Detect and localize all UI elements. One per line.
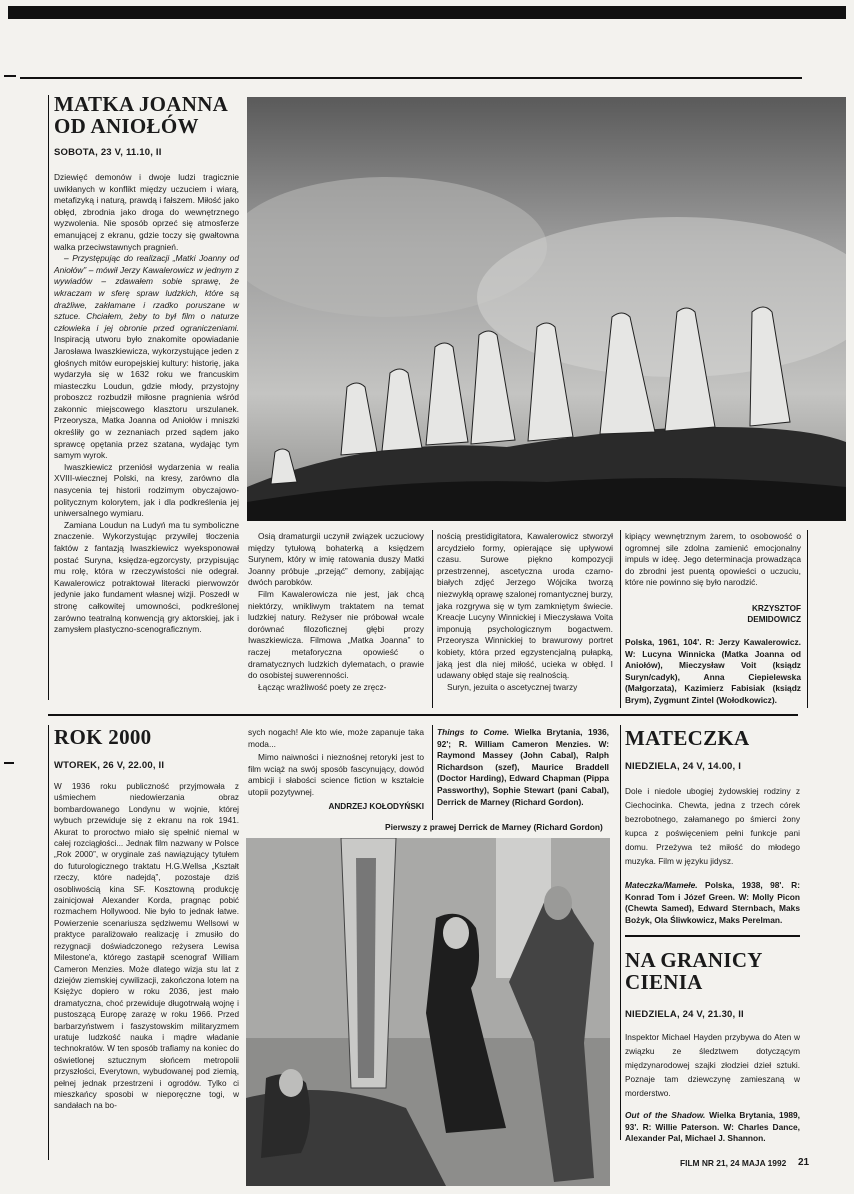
rok-title: ROK 2000 <box>54 725 152 749</box>
article-na-granicy-cienia <box>625 949 800 1145</box>
article-rok-2000 <box>54 726 239 1112</box>
column-rule-4 <box>807 530 808 708</box>
matka-body-col4: kipiący wewnętrznym żarem, to osobowość o ogromnej sile zdolna zamienić emocjonalny impuls w ideę. Jego determinacja prowadząca do zbrodni jest puentą opowieści o uczuciu, które nie powinno się było narodzić. KRZYSZTOF DEMIDOWICZ Polska, 1961, 104'. R: Jerzy Kawalerowicz. W: Lucyna Winnicka (Matka Joanna od Aniołów), Mieczysław Voit (ksiądz Suryn/cadyk), Anna Ciepielewska (Małgorzata), Kazimierz Fabisiak (ksiądz Brym), Zygmunt Zintel (Wołodkowicz). <box>625 531 801 705</box>
rok-body-col2: sych nogach! Ale kto wie, może zapanuje taka moda... Mimo naiwności i nieznośnej retoryki jest to film wciąż na swój sposób fascynujący, dowód ambicji i słabości science fiction w kształcie utopii pozytywnej. ANDRZEJ KOŁODYŃSKI <box>248 727 424 811</box>
rok-date: WTOREK, 26 V, 22.00, II <box>54 760 165 771</box>
rok-photo-caption: Pierwszy z prawej Derrick de Marney (Richard Gordon) <box>385 822 603 832</box>
mateczka-credits: Mateczka/Mamełe. Polska, 1938, 98'. R: Konrad Tom i Józef Green. W: Molly Picon (Chewta Samed), Edward Sternbach, Maks Bożyk, Ola Śliwkowicz, Maks Perelman. <box>625 880 800 925</box>
matka-body-col1: Dziewięć demonów i dwoje ludzi tragicznie uwikłanych w konflikt między uczuciem i wiarą, metafizyką i naturą, prawdą i fałszem. Miłość jako obłęd, zbrodnia jako droga do wewnętrznego wyzwolenia. Nie sposób oprzeć się atmosferze emanującej z ekranu, gdzie toczy się gwałtowna walka przeciwstawnych pragnień. – Przystępując do realizacji „Matki Joanny od Aniołów” – mówił Jerzy Kawalerowicz w jednym z wywiadów – zdawałem sobie sprawę, że wkraczam w sferę spraw ludzkich, które są drażliwe, zakłamane i rzadko poruszane w sztuce. Chciałem, żeby to był film o naturze człowieka i jej obronie przed ograniczeniami. Inspiracją utworu było znakomite opowiadanie Jarosława Iwaszkiewicza, wykorzystujące jeden z głośnych mitów europejskiej kultury: historię, jaka wydarzyła się w 1632 roku we francuskim miasteczku Loudun, gdzie młody, przystojny proboszcz rozbudził miłosne pragnienia wśród zakonnic miejscowego klasztoru urszulanek. Przeorysza, Matka Joanna od Aniołów i mniszki określiły go w zeznaniach przed sądem jako sprawcę opętania przez szatana, wydając tym samym wyrok. Iwaszkiewicz przeniósł wydarzenia w realia XVIII-wiecznej Polski, na kresy, zarówno dla nasycenia tej historii rodzimym obyczajowo-politycznym kolorytem, jak i dla podkreślenia jej uniwersalnego wymiaru. Zamiana Loudun na Ludyń ma tu symboliczne znaczenie. Wykorzystując przywilej tłoczenia faktów z fantazją Iwaszkiewicz wyeksponował postać Suryna, księdza-egzorcysty, przypisując mu rolę, która w rzeczywistości nie odegrał. Kawalerowicz potraktował literacki pierwowzór jedynie jako fundament własnej wizji. Poszedł w stronę całkowitej umowności, podkreślonej zarówno teatralną konwencją gry aktorskiej, jak i zamysłem plastyczno-scenograficznym. <box>54 172 239 635</box>
matka-date: SOBOTA, 23 V, 11.10, II <box>54 147 162 158</box>
margin-mark-2 <box>4 762 14 764</box>
granica-credits: Out of the Shadow. Wielka Brytania, 1989, 93'. R: Willie Paterson. W: Charles Dance, Alexander Pal, Michael J. Shannon. <box>625 1110 800 1144</box>
rok-author: ANDRZEJ KOŁODYŃSKI <box>328 801 424 811</box>
margin-mark <box>4 75 16 77</box>
matka-author: KRZYSZTOF DEMIDOWICZ <box>747 603 801 624</box>
page-number: 21 <box>798 1157 810 1168</box>
granica-rule <box>625 935 800 937</box>
things-to-come-still-image <box>246 838 610 1186</box>
matka-title: MATKA JOANNA OD ANIOŁÓW <box>54 92 229 138</box>
article-matka-joanna <box>54 93 239 636</box>
right-column-rule <box>620 725 621 1140</box>
rok-2000-photo <box>246 838 610 1186</box>
middle-rule <box>48 714 798 716</box>
matka-credits: Polska, 1961, 104'. R: Jerzy Kawalerowicz. W: Lucyna Winnicka (Matka Joanna od Aniołów), Mieczysław Voit (ksiądz Suryn/cadyk), Anna Ciepielewska (Małgorzata), Kazimierz Fabisiak (ksiądz Brym), Zygmunt Zintel (Wołodkowicz). <box>625 636 801 705</box>
footer-issue: FILM NR 21, 24 MAJA 1992 <box>680 1158 787 1168</box>
column-rule-3 <box>620 530 621 708</box>
matka-body-col2: Osią dramaturgii uczynił związek uczuciowy między tytułową bohaterką a księdzem Surynem, który w imię ratowania duszy Matki Joanny próbuje „przejąć” demony, zabijając dwóch parobków. Film Kawalerowicza nie jest, jak chcą niektórzy, wnikliwym traktatem na temat ludzkiej natury. Reżyser nie próbował wcale dorównać filozoficznej głębi prozy Iwaszkiewicza. Filmowa „Matka Joanna” to raczej metaforyczna opowieść o dramatycznych ludzkich dylematach, o prawie do osobistej suwerenności. Łącząc wrażliwość poety ze zręcz- <box>248 531 424 692</box>
rok-column-rule <box>432 725 433 820</box>
rok-credits: Things to Come. Wielka Brytania, 1936, 92'; R. William Cameron Menzies. W: Raymond Massey (John Cabal), Ralph Richardson (szef), Maurice Braddell (Doctor Harding), Edward Chapman (Pippa Passworthy), Sophie Stewart (pani Cabal), Derrick de Marney (Richard Gordon). <box>437 727 609 807</box>
matka-joanna-photo <box>247 97 846 521</box>
mateczka-body: Dole i niedole ubogiej żydowskiej rodziny z Ciechocinka. Chewta, jedna z trzech córek bezrobotnego, załamanego po śmierci żony kupca z poświęceniem pełni funkcje pani domu. Przeżywa też miłość do młodego muzyka. Film w języku jidysz. <box>625 786 800 866</box>
granica-body: Inspektor Michael Hayden przybywa do Aten w związku ze śledztwem dotyczącym międzynarodowej szajki złodziei dzieł sztuki. Poznaje tam dziewczynę zamieszaną w morderstwo. <box>625 1032 800 1098</box>
rok-left-rule <box>48 725 49 1160</box>
granica-date: NIEDZIELA, 24 V, 21.30, II <box>625 1009 744 1020</box>
top-rule <box>20 77 802 79</box>
rok-body-col1: W 1936 roku publiczność przyjmowała z uśmiechem niedowierzania obraz bombardowanego Londynu w wojnie, której wybuch przewiduje się z ekranu na rok 1941. Akurat to proroctwo miało się spełnić niemal w całej rozciągłości... Jednak film nazwany w Polsce „Rok 2000”, w oryginale zaś nawiązujący tytułem do futurologicznego traktatu H.G.Wellsa „Kształt rzeczy, które nadejdą”, pozostaje dziś osobliwością kina SF. Kosztowną produkcję zainicjował Alexander Korda, pragnąc pobić rozmachem Hollywood. Nie było to jednak łatwe. Powierzenie scenariusza sędziwemu Wellsowi w praktyce paraliżowało realizację i zmusiło do rezygnacji doświadczonego reżysera Lewisa Milestone'a, którego zastąpił scenograf William Cameron Menzies. Może dlatego wizja stu lat z dziejów ziemskiej cywilizacji, zakończona lotem na Księżyc dopiero w roku 2036, jest mało dramatyczna, choć przewiduje długotrwałą wojnę i pustoszącą Europę zarazę w roku 1966. Przed barbarzyństwem i faszystowskim militaryzmem uratuje ludzkość nauka i mądre władanie technokratów. W ten sposób trafiamy na koniec do oświetlonej sztucznym słońcem metropolii przyszłości, Everytown, wybudowanej pod ziemią, pełnej jednak przestrzeni i ogrodów. Tylko ci mieszkańcy sposobi w nieporęczne togi, w sandałach na bo- <box>54 782 239 1111</box>
matka-body-col3: nością prestidigitatora, Kawalerowicz stworzył arcydzieło formy, opierające się upływowi czasu. Surowe piękno kompozycji przestrzennej, ascetyczna uroda czarno-białych zdjęć Jerzego Wójcika tworzą niezwykłą oprawę szalonej romantycznej burzy, jaka rozgrywa się w tym zamkniętym świecie. Kreacje Lucyny Winnickiej i Mieczysława Voita imponują psychologicznym bogactwem. Przeorysza Winnickiej to brawurowy portret kobiety, która przed egzystencjalną pułapką, jaką jest dla niej miłość, ucieka w obłęd. I udawany obłęd staje się realnością. Suryn, jezuita o ascetycznej twarzy <box>437 531 613 692</box>
mateczka-title: MATECZKA <box>625 726 750 750</box>
left-column-rule <box>48 95 49 700</box>
granica-title: NA GRANICY CIENIA <box>625 948 763 994</box>
nuns-on-hill-image <box>247 97 846 521</box>
article-mateczka <box>625 727 800 926</box>
mateczka-date: NIEDZIELA, 24 V, 14.00, I <box>625 761 742 772</box>
top-black-bar <box>8 6 846 19</box>
column-rule-2 <box>432 530 433 708</box>
